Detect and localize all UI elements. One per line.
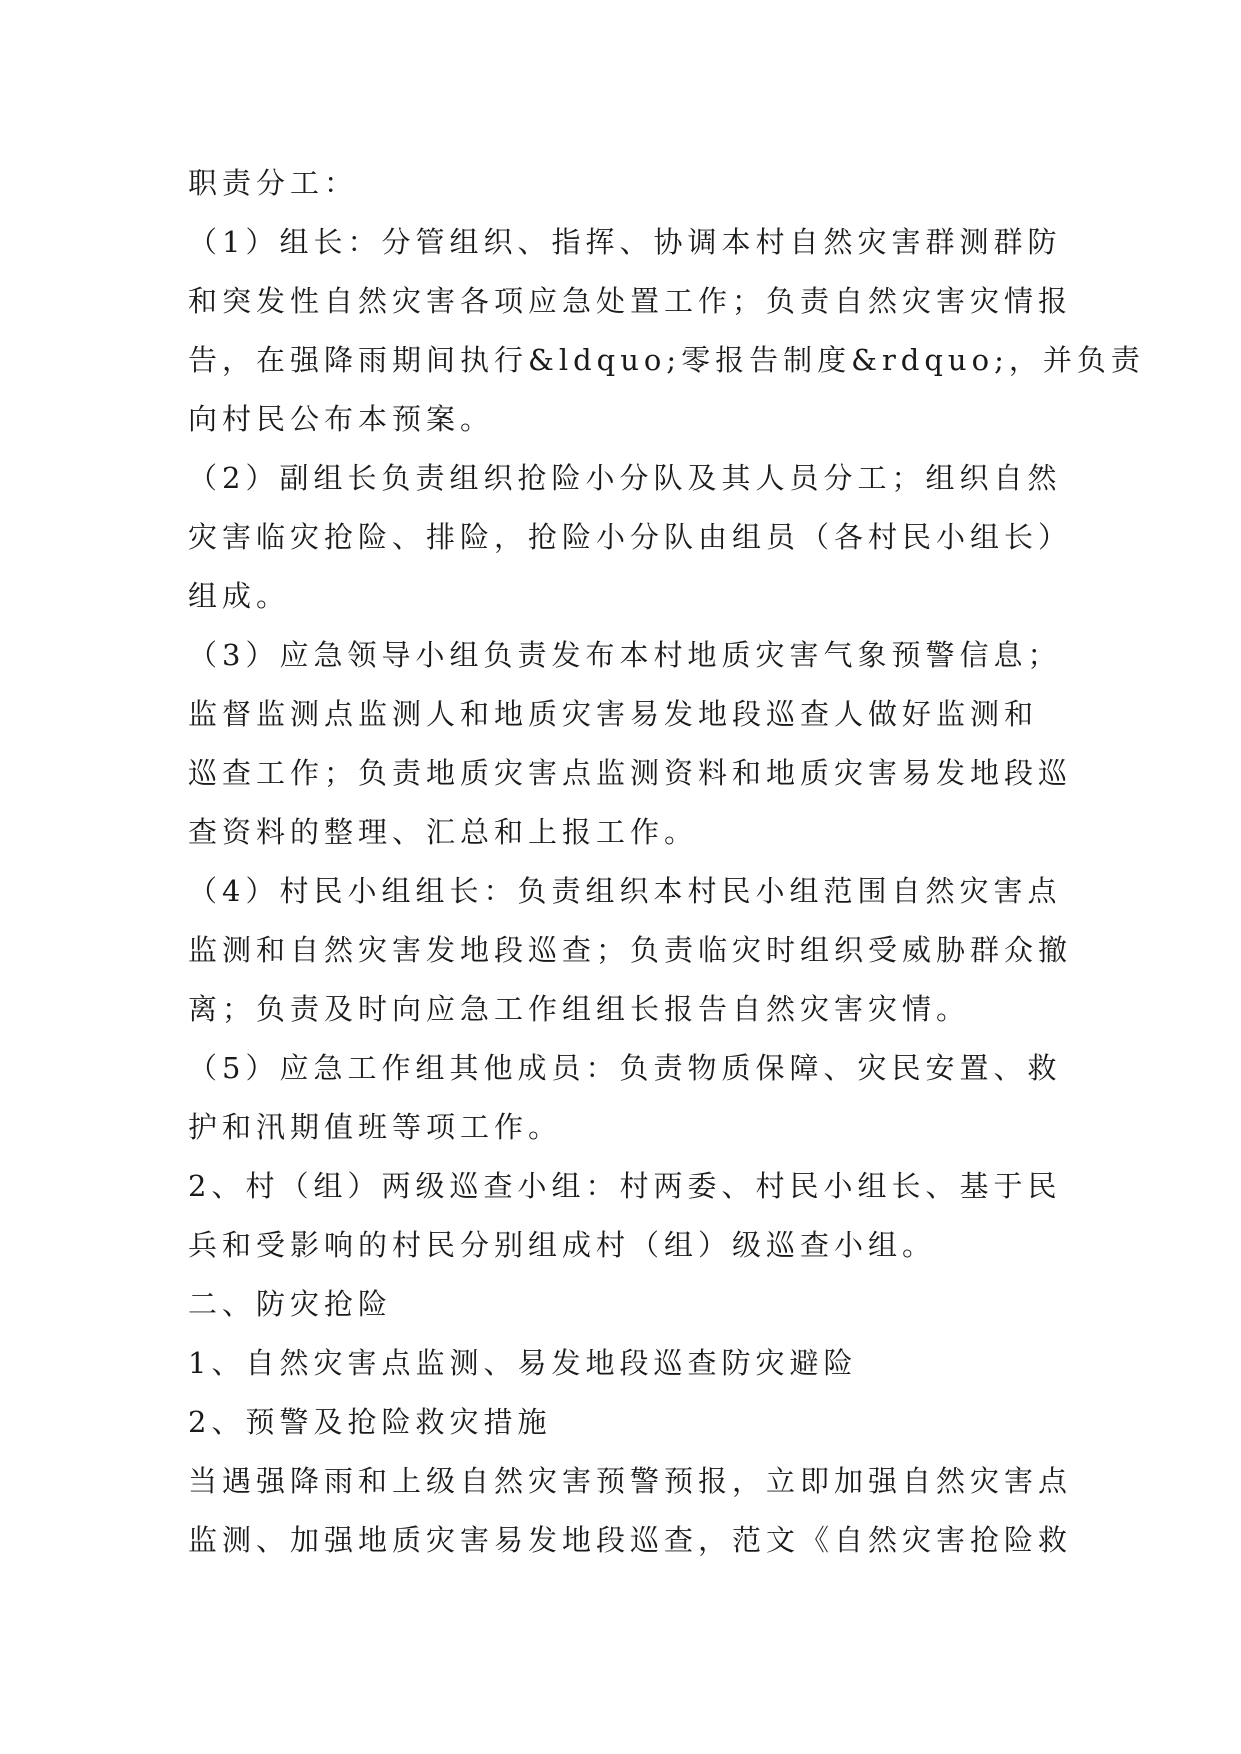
text-line: 查资料的整理、汇总和上报工作。 — [188, 815, 699, 849]
text-line: 和突发性自然灾害各项应急处置工作；负责自然灾害灾情报 — [188, 284, 1073, 318]
text-line: 告，在强降雨期间执行&ldquo;零报告制度&rdquo;，并负责 — [188, 343, 1145, 377]
text-line: （1）组长：分管组织、指挥、协调本村自然灾害群测群防 — [188, 225, 1062, 259]
text-line: （2）副组长负责组织抢险小分队及其人员分工；组织自然 — [188, 461, 1062, 495]
text-line: （5）应急工作组其他成员：负责物质保障、灾民安置、救 — [188, 1051, 1062, 1085]
text-line: 灾害临灾抢险、排险，抢险小分队由组员（各村民小组长） — [188, 520, 1073, 554]
text-line: 组成。 — [188, 579, 291, 613]
text-line: 监督监测点监测人和地质灾害易发地段巡查人做好监测和 — [188, 697, 1039, 731]
text-line: 1、自然灾害点监测、易发地段巡查防灾避险 — [188, 1346, 858, 1380]
text-line: 兵和受影响的村民分别组成村（组）级巡查小组。 — [188, 1228, 937, 1262]
text-line: 护和汛期值班等项工作。 — [188, 1110, 563, 1144]
section-heading: 二、防灾抢险 — [188, 1287, 393, 1321]
text-line: 当遇强降雨和上级自然灾害预警预报，立即加强自然灾害点 — [188, 1464, 1073, 1498]
text-line: 离；负责及时向应急工作组组长报告自然灾害灾情。 — [188, 992, 971, 1026]
text-line: 监测和自然灾害发地段巡查；负责临灾时组织受威胁群众撤 — [188, 933, 1073, 967]
text-line: 巡查工作；负责地质灾害点监测资料和地质灾害易发地段巡 — [188, 756, 1073, 790]
text-line: 向村民公布本预案。 — [188, 402, 495, 436]
text-line: （4）村民小组组长：负责组织本村民小组范围自然灾害点 — [188, 874, 1062, 908]
text-line: 2、村（组）两级巡查小组：村两委、村民小组长、基于民 — [188, 1169, 1062, 1203]
text-line: 监测、加强地质灾害易发地段巡查，范文《自然灾害抢险救 — [188, 1523, 1073, 1557]
text-line: （3）应急领导小组负责发布本村地质灾害气象预警信息； — [188, 638, 1062, 672]
document-body — [188, 154, 1145, 1570]
text-line: 职责分工： — [188, 166, 359, 200]
text-line: 2、预警及抢险救灾措施 — [188, 1405, 552, 1439]
